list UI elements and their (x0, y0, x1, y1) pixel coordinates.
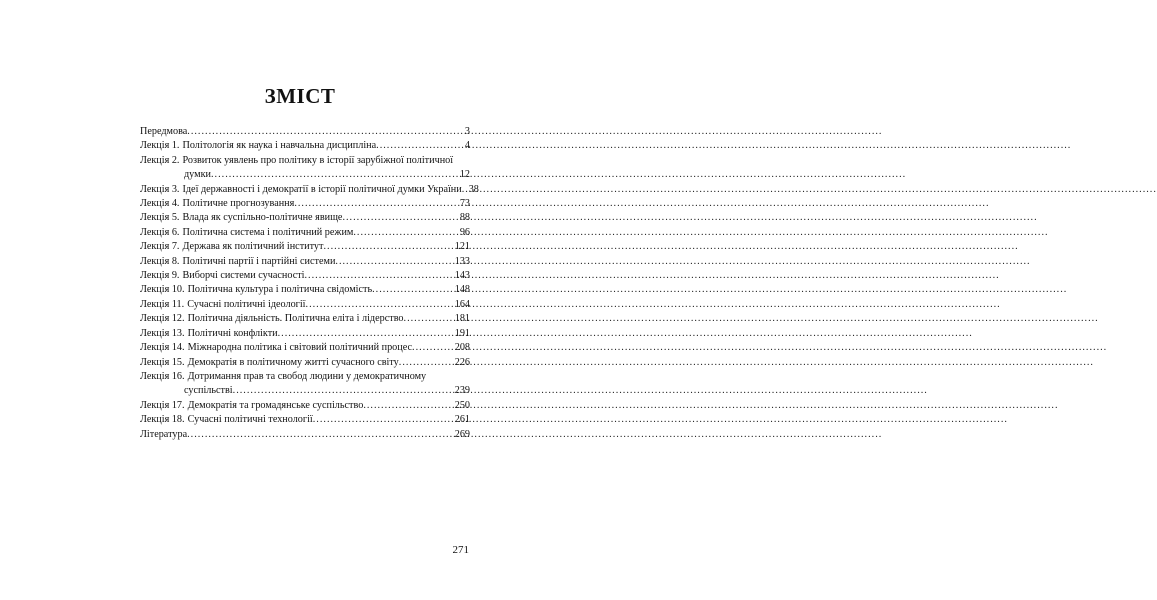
toc-entry (140, 327, 470, 341)
toc-entry-page: 88 (459, 212, 470, 224)
toc-leader-dots (211, 168, 459, 182)
toc-leader-dots (342, 211, 458, 225)
toc-leader-dots (313, 413, 454, 427)
toc-entry-lead: Лекція 4. (140, 198, 180, 210)
toc-entry-lead: Лекція 7. (140, 241, 180, 253)
toc-entry-lead: Лекція 16. (140, 370, 185, 382)
toc-entry-title: Сучасні політичні ідеології (187, 298, 306, 310)
toc-leader-dots (233, 384, 454, 398)
toc-leader-dots (376, 139, 464, 153)
toc-entry-page: 12 (459, 169, 470, 181)
toc-entry-title: Політологія як наука і навчальна дисципліна (182, 140, 377, 152)
toc-leader-dots (187, 428, 454, 442)
page-number: 271 (452, 544, 469, 556)
toc-entry-lead: Лекція 2. (140, 154, 180, 166)
toc-entry (140, 240, 470, 254)
toc-entry-page: 133 (454, 255, 470, 267)
toc-entry (140, 370, 470, 399)
toc-entry-lead: Лекція 11. (140, 298, 185, 310)
toc-entry-title: Передмова (140, 126, 188, 137)
toc-leader-dots (353, 226, 458, 240)
toc-entry (140, 255, 470, 269)
toc-entry (140, 269, 470, 283)
toc-leader-dots (323, 240, 453, 254)
toc-entry-lead: Лекція 3. (140, 183, 180, 195)
toc-entry-title: Сучасні політичні технології (187, 414, 313, 426)
toc-entry (140, 298, 470, 312)
toc-leader-dots (278, 327, 454, 341)
toc-entry-page: 250 (454, 399, 470, 411)
toc-entry-lead: Лекція 14. (140, 342, 185, 354)
toc-entry (140, 139, 470, 153)
toc-entry-page: 181 (454, 313, 470, 325)
toc-entry-page: 226 (454, 356, 470, 368)
toc-entry-lead: Лекція 13. (140, 327, 185, 339)
toc-entry-page: 73 (459, 198, 470, 210)
toc-entry-page: 148 (454, 284, 470, 296)
toc-entry-lead: Лекція 12. (140, 313, 185, 325)
toc-entry-lead: Лекція 10. (140, 284, 185, 296)
toc-leader-dots (294, 197, 459, 211)
toc-entry-lead: Лекція 1. (140, 140, 180, 152)
toc-leader-dots (187, 125, 464, 139)
toc-entry (140, 341, 470, 355)
toc-entry (140, 428, 470, 442)
toc-leader-dots (363, 399, 453, 413)
toc-entry-page: 121 (454, 241, 470, 253)
toc-leader-dots (404, 312, 454, 326)
toc-entry (140, 283, 470, 297)
toc-entry-title: Держава як політичний інститут (182, 241, 324, 253)
toc-entry-page: 164 (454, 298, 470, 310)
toc-entry-title: Політичне прогнозування (182, 198, 295, 210)
toc-entry (140, 413, 470, 427)
toc-entry-title: Політична діяльність. Політична еліта і лідерство (187, 313, 404, 325)
toc-entry-title: Дотримання прав та свобод людини у демократичному (187, 370, 427, 382)
toc-entry-title: Ідеї державності і демократії в історії політичної думки України (182, 183, 462, 195)
toc-entry-lead: Лекція 17. (140, 399, 185, 411)
toc-entry (140, 356, 470, 370)
toc-entry-title-continued: суспільстві (184, 385, 233, 397)
toc-entry-page: 3 (464, 126, 470, 137)
toc-entry-title: Міжнародна політика і світовий політичний процес (187, 342, 413, 354)
toc-entry-page: 269 (454, 428, 470, 440)
toc-entry-lead: Лекція 18. (140, 414, 185, 426)
toc-entry-lead: Лекція 9. (140, 270, 180, 282)
toc-entry-lead: Лекція 5. (140, 212, 180, 224)
toc-entry (140, 312, 470, 326)
toc-entry-second-line (140, 384, 470, 398)
toc-entry-page: 239 (454, 385, 470, 397)
toc-leader-dots (412, 341, 454, 355)
toc-leader-dots (372, 283, 454, 297)
toc-entry-page: 38 (468, 183, 479, 195)
toc-entry (140, 211, 470, 225)
toc-entry-lead: Лекція 6. (140, 226, 180, 238)
toc-leader-dots (306, 298, 454, 312)
toc-leader-dots (399, 356, 454, 370)
toc-entry-title-continued: думки (184, 169, 211, 181)
toc-entry-title: Виборчі системи сучасності (182, 270, 305, 282)
toc-entry-page: 4 (464, 140, 470, 152)
toc-entry (140, 399, 470, 413)
toc-entry-first-line (140, 370, 470, 384)
toc-entry-lead: Лекція 15. (140, 356, 185, 368)
toc-entry-title: Демократія та громадянське суспільство (187, 399, 364, 411)
toc-entry (140, 125, 470, 139)
toc-leader-dots (305, 269, 454, 283)
table-of-contents (140, 125, 479, 442)
toc-entry-title: Розвиток уявлень про політику в історії зарубіжної політичної (182, 154, 454, 166)
toc-entry-title: Політичні партії і партійні системи (182, 255, 336, 267)
toc-entry-title: Демократія в політичному житті сучасного світу (187, 356, 399, 368)
toc-entry (140, 226, 470, 240)
toc-entry-title: Політична культура і політична свідомість (187, 284, 373, 296)
toc-entry-title: Література (140, 428, 188, 440)
toc-entry (140, 183, 479, 197)
toc-entry-lead: Лекція 8. (140, 255, 180, 267)
toc-entry-page: 208 (454, 342, 470, 354)
page-title: ЗМІСТ (264, 84, 336, 108)
toc-entry-title: Політичні конфлікти (187, 327, 278, 339)
toc-entry-page: 143 (454, 270, 470, 282)
toc-entry-first-line (140, 154, 470, 168)
toc-leader-dots (335, 255, 453, 269)
toc-entry-page: 191 (454, 327, 470, 339)
toc-entry (140, 154, 470, 183)
toc-entry-page: 261 (454, 414, 470, 426)
toc-entry-title: Політична система і політичний режим (182, 226, 354, 238)
toc-entry (140, 197, 470, 211)
toc-entry-page: 96 (459, 226, 470, 238)
toc-entry-title: Влада як суспільно-політичне явище (182, 212, 343, 224)
toc-entry-second-line (140, 168, 470, 182)
